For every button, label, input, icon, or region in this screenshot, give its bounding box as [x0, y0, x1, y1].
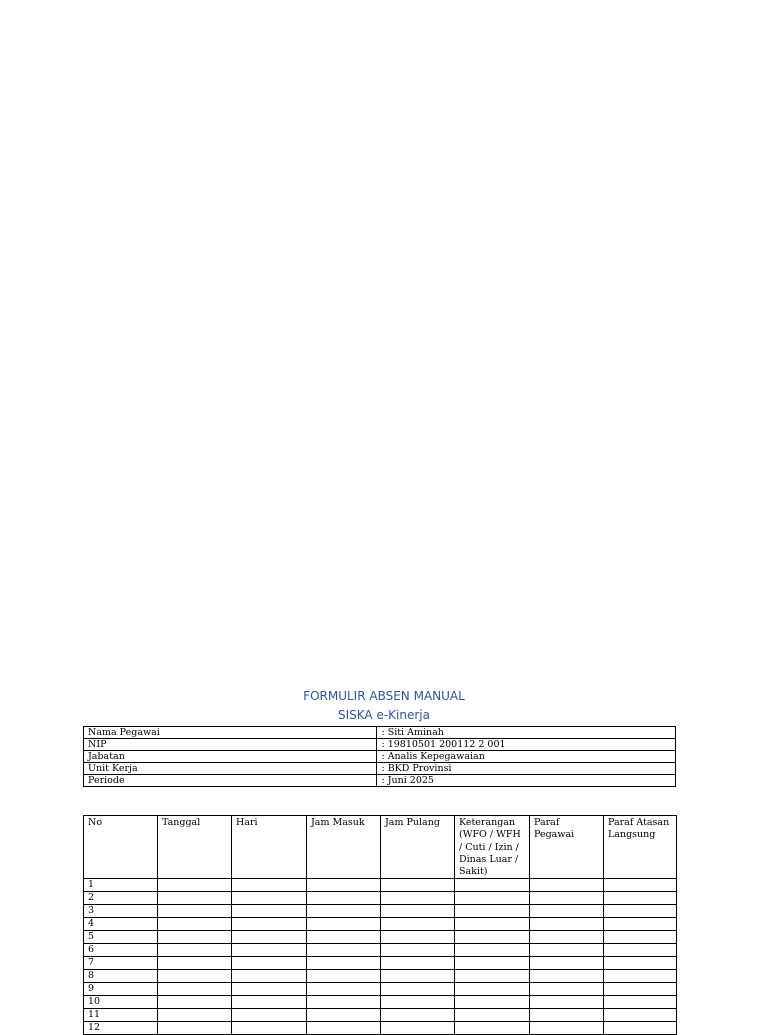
empty-cell: [158, 879, 232, 892]
empty-cell: [604, 918, 677, 931]
info-value: : Juni 2025: [377, 775, 676, 787]
empty-cell: [158, 944, 232, 957]
empty-cell: [381, 892, 455, 905]
empty-cell: [604, 905, 677, 918]
empty-cell: [307, 996, 381, 1009]
header-keterangan: Keterangan (WFO / WFH / Cuti / Izin / Dinas Luar / Sakit): [455, 816, 530, 879]
empty-cell: [530, 957, 604, 970]
header-paraf-atasan: Paraf Atasan Langsung: [604, 816, 677, 879]
row-number: 4: [84, 918, 158, 931]
row-number: 1: [84, 879, 158, 892]
info-label: NIP: [84, 739, 377, 751]
empty-cell: [455, 905, 530, 918]
info-value: : BKD Provinsi: [377, 763, 676, 775]
header-paraf-pegawai: Paraf Pegawai: [530, 816, 604, 879]
empty-cell: [604, 996, 677, 1009]
table-row: [84, 983, 677, 996]
table-row: [84, 1009, 677, 1022]
row-number: 12: [84, 1022, 158, 1035]
empty-cell: [232, 1009, 307, 1022]
empty-cell: [455, 918, 530, 931]
row-number: 8: [84, 970, 158, 983]
empty-cell: [455, 957, 530, 970]
form-title: FORMULIR ABSEN MANUAL: [303, 689, 465, 703]
info-label: Periode: [84, 775, 377, 787]
table-row: [84, 944, 677, 957]
empty-cell: [307, 1009, 381, 1022]
empty-cell: [455, 996, 530, 1009]
empty-cell: [381, 944, 455, 957]
empty-cell: [232, 970, 307, 983]
empty-cell: [307, 983, 381, 996]
empty-cell: [455, 879, 530, 892]
empty-cell: [307, 905, 381, 918]
attendance-header-row: [84, 816, 677, 879]
empty-cell: [381, 983, 455, 996]
empty-cell: [530, 996, 604, 1009]
empty-cell: [455, 892, 530, 905]
header-jam-masuk: Jam Masuk: [307, 816, 381, 879]
empty-cell: [530, 879, 604, 892]
empty-cell: [158, 996, 232, 1009]
empty-cell: [381, 918, 455, 931]
empty-cell: [604, 944, 677, 957]
empty-cell: [232, 1022, 307, 1035]
empty-cell: [381, 931, 455, 944]
empty-cell: [232, 931, 307, 944]
empty-cell: [158, 905, 232, 918]
header-no: No: [84, 816, 158, 879]
row-number: 2: [84, 892, 158, 905]
attendance-table: [83, 815, 677, 1035]
info-row-nip: [84, 739, 676, 751]
empty-cell: [530, 944, 604, 957]
table-row: [84, 970, 677, 983]
empty-cell: [381, 957, 455, 970]
empty-cell: [604, 1009, 677, 1022]
empty-cell: [307, 918, 381, 931]
empty-cell: [307, 970, 381, 983]
empty-cell: [232, 892, 307, 905]
empty-cell: [307, 931, 381, 944]
info-row-periode: [84, 775, 676, 787]
header-tanggal: Tanggal: [158, 816, 232, 879]
form-title-block: [0, 687, 768, 725]
row-number: 9: [84, 983, 158, 996]
empty-cell: [455, 944, 530, 957]
row-number: 10: [84, 996, 158, 1009]
empty-cell: [381, 879, 455, 892]
empty-cell: [232, 957, 307, 970]
row-number: 6: [84, 944, 158, 957]
employee-info-table: [83, 726, 676, 787]
empty-cell: [381, 905, 455, 918]
empty-cell: [530, 1022, 604, 1035]
empty-cell: [455, 1022, 530, 1035]
empty-cell: [232, 879, 307, 892]
empty-cell: [158, 1009, 232, 1022]
empty-cell: [307, 1022, 381, 1035]
table-row: [84, 879, 677, 892]
empty-cell: [307, 892, 381, 905]
table-row: [84, 957, 677, 970]
empty-cell: [455, 970, 530, 983]
empty-cell: [604, 970, 677, 983]
empty-cell: [381, 1022, 455, 1035]
empty-cell: [307, 957, 381, 970]
empty-cell: [158, 957, 232, 970]
empty-cell: [455, 1009, 530, 1022]
info-label: Nama Pegawai: [84, 727, 377, 739]
row-number: 7: [84, 957, 158, 970]
info-row-nama: [84, 727, 676, 739]
attendance-body: [84, 879, 677, 1035]
empty-cell: [232, 944, 307, 957]
empty-cell: [530, 892, 604, 905]
info-value: : 19810501 200112 2 001: [377, 739, 676, 751]
empty-cell: [158, 983, 232, 996]
empty-cell: [232, 918, 307, 931]
empty-cell: [604, 957, 677, 970]
empty-cell: [530, 1009, 604, 1022]
info-row-jabatan: [84, 751, 676, 763]
table-row: [84, 1022, 677, 1035]
row-number: 5: [84, 931, 158, 944]
row-number: 11: [84, 1009, 158, 1022]
table-row: [84, 918, 677, 931]
info-label: Unit Kerja: [84, 763, 377, 775]
empty-cell: [381, 1009, 455, 1022]
empty-cell: [232, 905, 307, 918]
empty-cell: [158, 970, 232, 983]
empty-cell: [604, 1022, 677, 1035]
empty-cell: [158, 1022, 232, 1035]
empty-cell: [604, 983, 677, 996]
empty-cell: [604, 931, 677, 944]
empty-cell: [307, 944, 381, 957]
info-value: : Siti Aminah: [377, 727, 676, 739]
empty-cell: [604, 892, 677, 905]
empty-cell: [232, 983, 307, 996]
empty-cell: [307, 879, 381, 892]
empty-cell: [158, 918, 232, 931]
empty-cell: [530, 905, 604, 918]
info-value: : Analis Kepegawaian: [377, 751, 676, 763]
row-number: 3: [84, 905, 158, 918]
empty-cell: [158, 892, 232, 905]
empty-cell: [158, 931, 232, 944]
empty-cell: [381, 996, 455, 1009]
empty-cell: [455, 931, 530, 944]
table-row: [84, 892, 677, 905]
table-row: [84, 905, 677, 918]
form-subtitle: SISKA e-Kinerja: [338, 708, 430, 722]
table-row: [84, 931, 677, 944]
empty-cell: [530, 970, 604, 983]
header-hari: Hari: [232, 816, 307, 879]
empty-cell: [381, 970, 455, 983]
info-row-unit-kerja: [84, 763, 676, 775]
header-jam-pulang: Jam Pulang: [381, 816, 455, 879]
empty-cell: [232, 996, 307, 1009]
info-label: Jabatan: [84, 751, 377, 763]
empty-cell: [455, 983, 530, 996]
empty-cell: [530, 983, 604, 996]
empty-cell: [530, 918, 604, 931]
table-row: [84, 996, 677, 1009]
empty-cell: [604, 879, 677, 892]
empty-cell: [530, 931, 604, 944]
